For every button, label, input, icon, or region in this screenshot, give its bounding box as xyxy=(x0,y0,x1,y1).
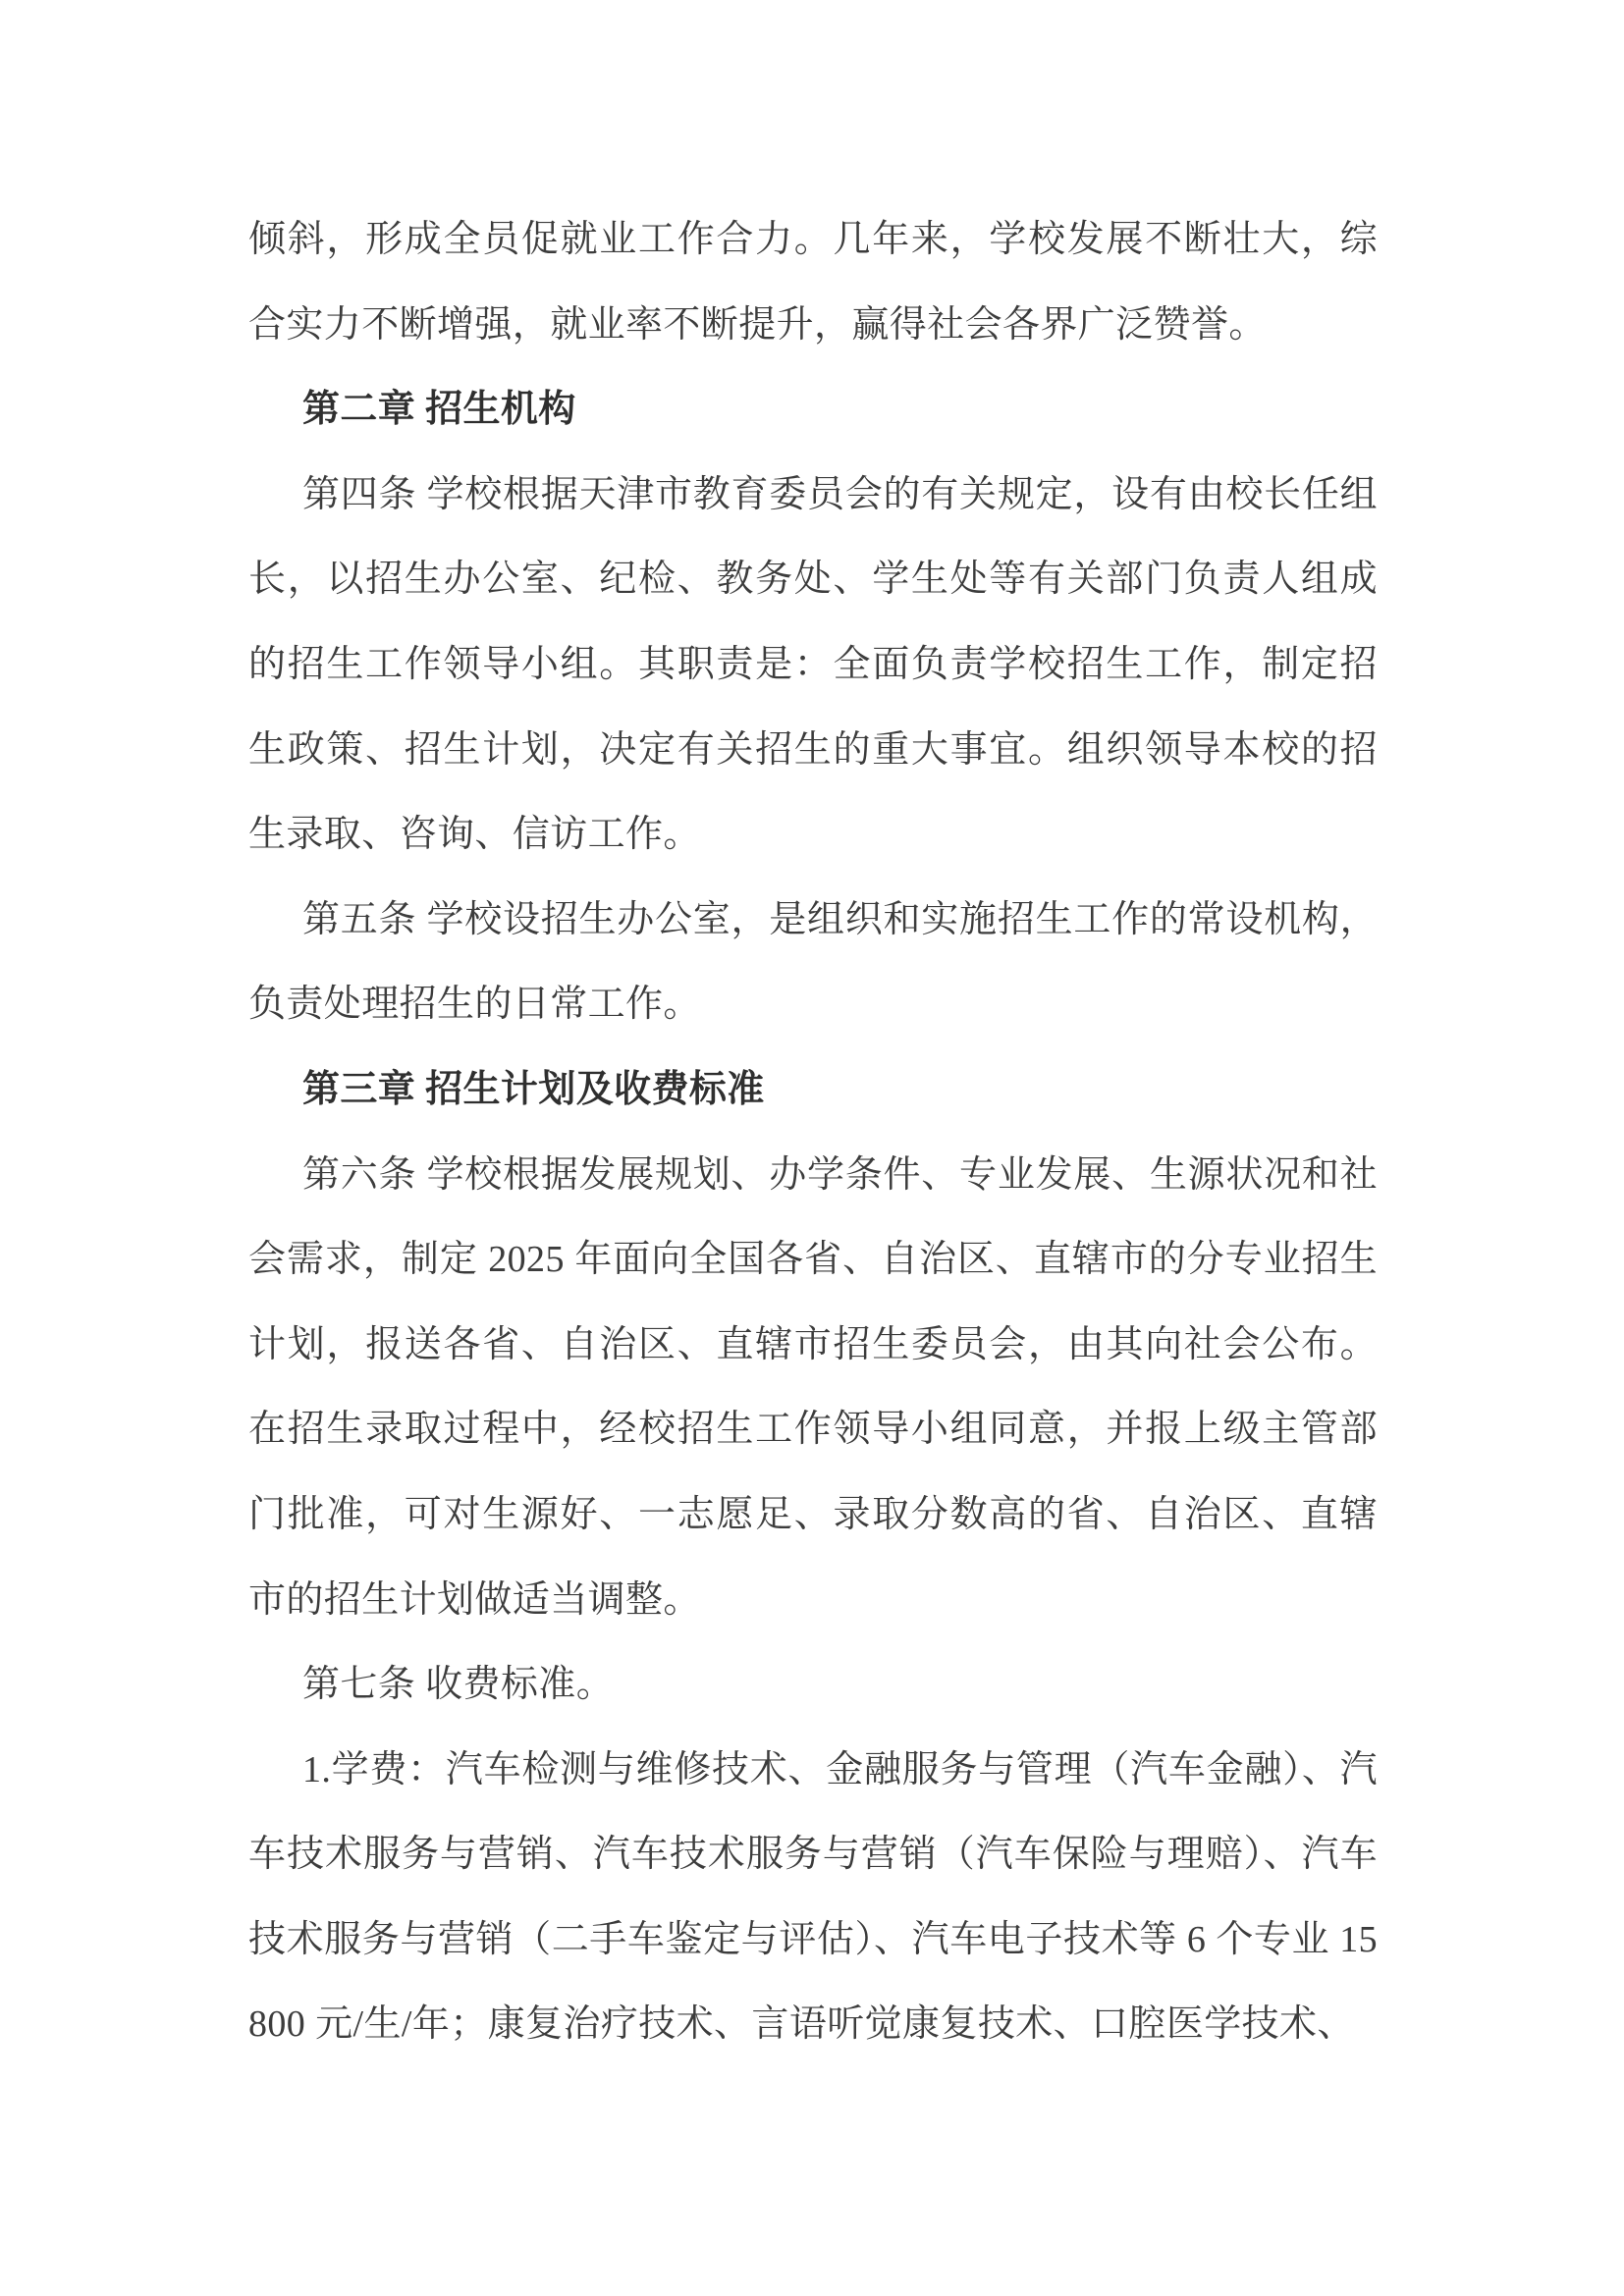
body-paragraph-continuation: 倾斜，形成全员促就业工作合力。几年来，学校发展不断壮大，综合实力不断增强，就业率不断提升，赢得社会各界广泛赞誉。 xyxy=(248,219,1378,346)
tuition-fee-paragraph: 1.学费：汽车检测与维修技术、金融服务与管理（汽车金融）、汽车技术服务与营销、汽车技术服务与营销（汽车保险与理赔）、汽车技术服务与营销（二手车鉴定与评估）、汽车电子技术等 6 个专业 15800 元/生/年；康复治疗技术、言语听觉康复技术、口腔医学技术、 xyxy=(248,1748,1378,2046)
article-7-paragraph: 第七条 收费标准。 xyxy=(302,1664,615,1706)
article-4-paragraph: 第四条 学校根据天津市教育委员会的有关规定，设有由校长任组长，以招生办公室、纪检、教务处、学生处等有关部门负责人组成的招生工作领导小组。其职责是：全面负责学校招生工作，制定招生政策、招生计划，决定有关招生的重大事宜。组织领导本校的招生录取、咨询、信访工作。 xyxy=(248,473,1378,856)
article-6-paragraph: 第六条 学校根据发展规划、办学条件、专业发展、生源状况和社会需求，制定 2025 年面向全国各省、自治区、直辖市的分专业招生计划，报送各省、自治区、直辖市招生委员会，由其向社会公布。在招生录取过程中，经校招生工作领导小组同意，并报上级主管部门批准，可对生源好、一志愿足、录取分数高的省、自治区、直辖市的招生计划做适当调整。 xyxy=(248,1153,1378,1621)
chapter-2-heading: 第二章 招生机构 xyxy=(302,389,576,431)
article-5-paragraph: 第五条 学校设招生办公室，是组织和实施招生工作的常设机构，负责处理招生的日常工作。 xyxy=(248,898,1378,1026)
chapter-3-heading: 第三章 招生计划及收费标准 xyxy=(302,1068,765,1110)
